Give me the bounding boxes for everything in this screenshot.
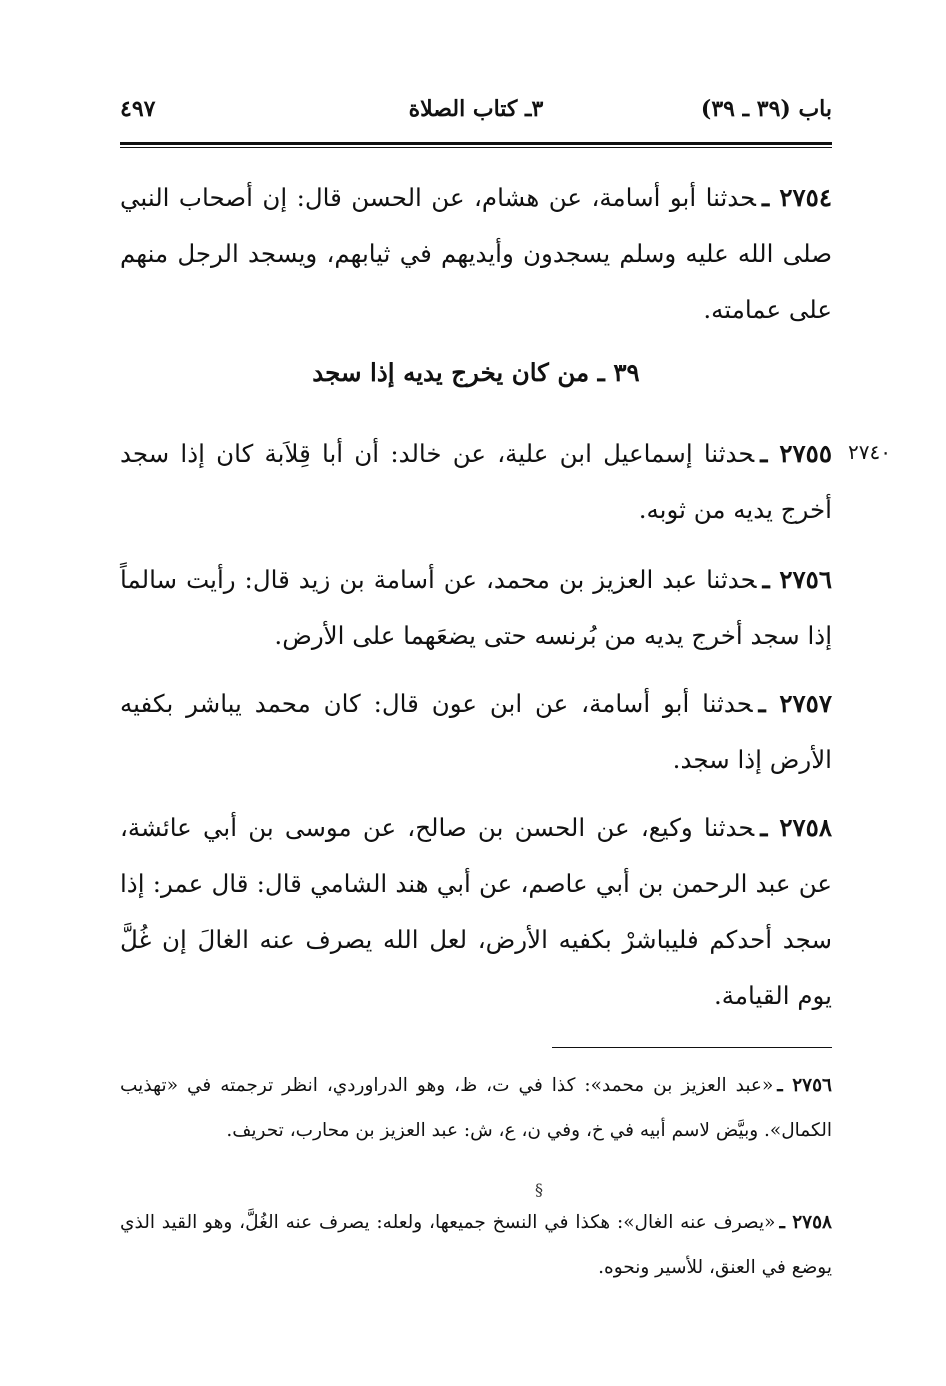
hadith-2754: [120, 170, 832, 338]
hadith-text: حدثنا أبو أسامة، عن ابن عون قال: كان محمد يباشر بكفيه الأرض إذا سجد.: [120, 689, 832, 774]
footnote-text: «عبد العزيز بن محمد»: كذا في ت، ظ، وهو الدراوردي، انظر ترجمته في «تهذيب الكمال». وبيَّض لاسم أبيه في خ، وفي ن، ع، ش: عبد العزيز بن محارب، تحريف.: [120, 1075, 832, 1141]
hadith-number: ٢٧٥٤ ـ: [761, 183, 832, 212]
header-rule: [120, 142, 832, 145]
hadith-text: حدثنا إسماعيل ابن علية، عن خالد: أن أبا قِلاَبة كان إذا سجد أخرج يديه من ثوبه.: [120, 439, 832, 524]
page-number: ٤٩٧: [120, 96, 156, 122]
footnote-2756: [120, 1063, 832, 1153]
hadith-2755: [120, 426, 832, 538]
book-title: ٣ـ كتاب الصلاة: [408, 96, 544, 122]
hadith-number: ٢٧٥٥ ـ: [760, 439, 832, 468]
footnote-number: ٢٧٥٦ ـ: [777, 1075, 832, 1096]
chapter-title: باب (٣٩ ـ ٣٩): [700, 96, 832, 122]
footnote-text: «يصرف عنه الغال»: هكذا في النسخ جميعها، ولعله: يصرف عنه الغُلَّ، وهو القيد الذي يوضع في العنق، للأسير ونحوه.: [120, 1212, 832, 1278]
hadith-2757: [120, 676, 832, 788]
hadith-text: حدثنا وكيع، عن الحسن بن صالح، عن موسى بن أبي عائشة، عن عبد الرحمن بن أبي عاصم، عن أبي هند الشامي قال: قال عمر: إذا سجد أحدكم فليباشرْ بكفيه الأرض، لعل الله يصرف عنه الغالَ إن غُلَّ يوم القيامة.: [120, 813, 832, 1010]
hadith-text: حدثنا أبو أسامة، عن هشام، عن الحسن قال: إن أصحاب النبي صلى الله عليه وسلم يسجدون وأيديهم في ثيابهم، ويسجد الرجل منهم على عمامته.: [120, 183, 832, 324]
printer-mark-icon: §: [535, 1180, 543, 1199]
footnote-2758: [120, 1200, 832, 1290]
header-rule-thin: [120, 147, 832, 148]
footnote-rule: [552, 1047, 832, 1048]
footnote-number: ٢٧٥٨ ـ: [779, 1212, 832, 1233]
hadith-text: حدثنا عبد العزيز بن محمد، عن أسامة بن زيد قال: رأيت سالماً إذا سجد أخرج يديه من بُرنسه حتى يضعَهما على الأرض.: [120, 565, 832, 650]
page-header: [120, 96, 832, 136]
section-heading: ٣٩ ـ من كان يخرج يديه إذا سجد: [312, 358, 640, 387]
margin-number: ٢٧٤٠: [848, 440, 891, 464]
hadith-2756: [120, 552, 832, 664]
hadith-2758: [120, 800, 832, 1024]
hadith-number: ٢٧٥٧ ـ: [758, 689, 832, 718]
hadith-number: ٢٧٥٨ ـ: [760, 813, 832, 842]
hadith-number: ٢٧٥٦ ـ: [762, 565, 832, 594]
